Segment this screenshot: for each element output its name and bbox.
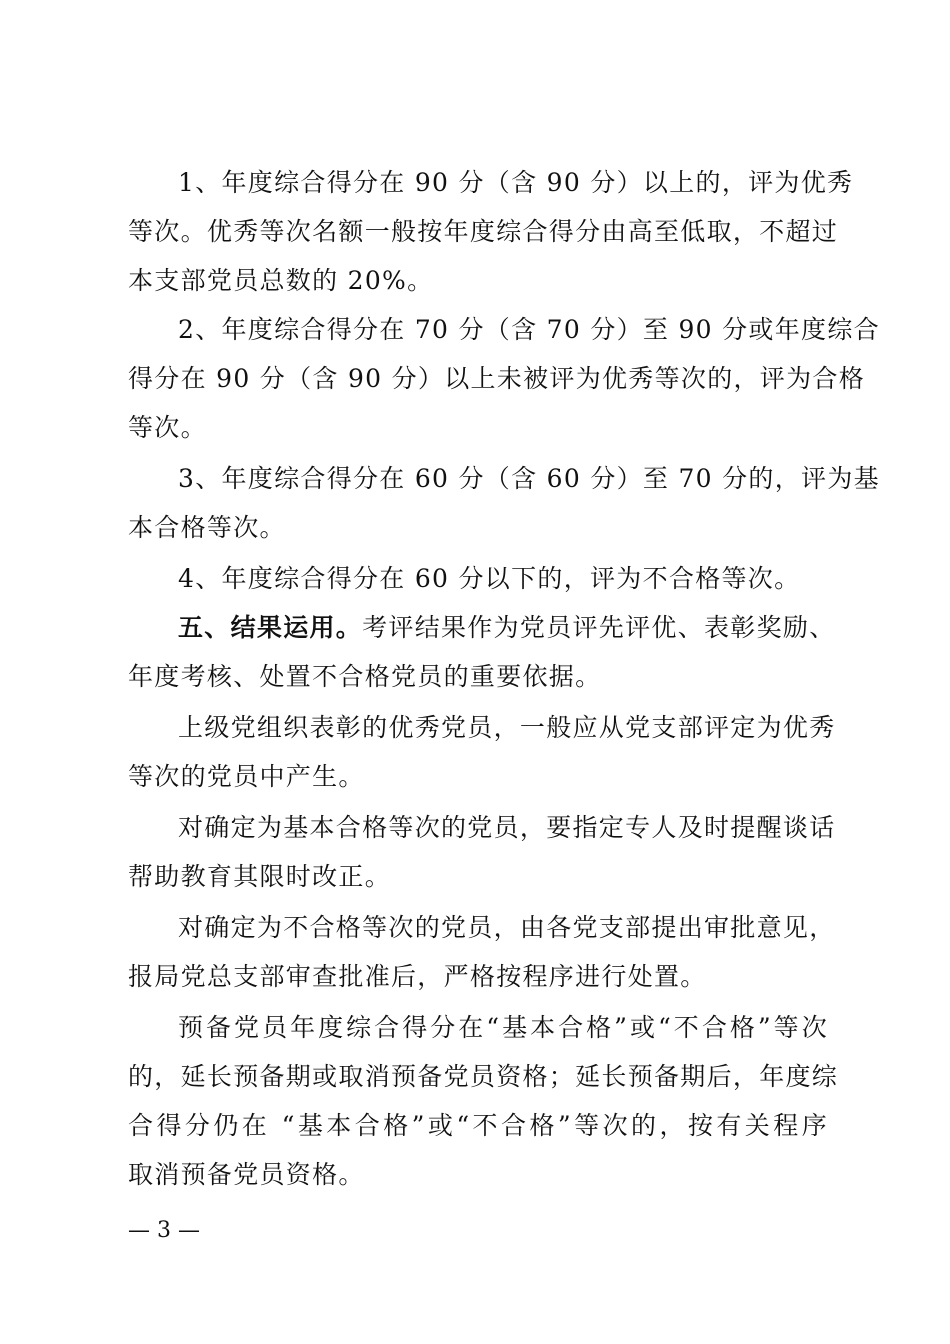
paragraph-line: 等次。 [128,413,207,442]
paragraph-line: 4、年度综合得分在 60 分以下的，评为不合格等次。 [178,564,801,593]
paragraph-line: 等次的党员中产生。 [128,762,365,791]
paragraph-line: 帮助教育其限时改正。 [128,862,392,891]
paragraph-line: 对确定为基本合格等次的党员，要指定专人及时提醒谈话 [178,813,836,842]
paragraph-line: 对确定为不合格等次的党员，由各党支部提出审批意见， [178,913,836,942]
section-text: 考评结果作为党员评先评优、表彰奖励、 [362,613,836,642]
page-number: — 3 — [128,1218,200,1243]
paragraph-line: 预备党员年度综合得分在“基本合格”或“不合格”等次 [178,1013,828,1042]
paragraph-line: 3、年度综合得分在 60 分（含 60 分）至 70 分的，评为基 [178,464,880,493]
paragraph-line: 上级党组织表彰的优秀党员，一般应从党支部评定为优秀 [178,713,836,742]
paragraph-line: 等次。优秀等次名额一般按年度综合得分由高至低取，不超过 [128,217,839,246]
paragraph-line: 合得分仍在 “基本合格”或“不合格”等次的，按有关程序 [128,1111,828,1140]
paragraph-line: 取消预备党员资格。 [128,1160,365,1189]
paragraph-line: 2、年度综合得分在 70 分（含 70 分）至 90 分或年度综合 [178,315,880,344]
section-heading-line [178,611,836,645]
section-heading: 五、结果运用。 [178,613,363,642]
paragraph-line: 本支部党员总数的 20%。 [128,266,434,295]
paragraph-line: 1、年度综合得分在 90 分（含 90 分）以上的，评为优秀 [178,168,854,197]
paragraph-line: 年度考核、处置不合格党员的重要依据。 [128,662,602,691]
paragraph-line: 得分在 90 分（含 90 分）以上未被评为优秀等次的，评为合格 [128,364,866,393]
paragraph-line: 本合格等次。 [128,513,286,542]
paragraph-line: 报局党总支部审查批准后，严格按程序进行处置。 [128,962,707,991]
paragraph-line: 的，延长预备期或取消预备党员资格；延长预备期后，年度综 [128,1062,839,1091]
